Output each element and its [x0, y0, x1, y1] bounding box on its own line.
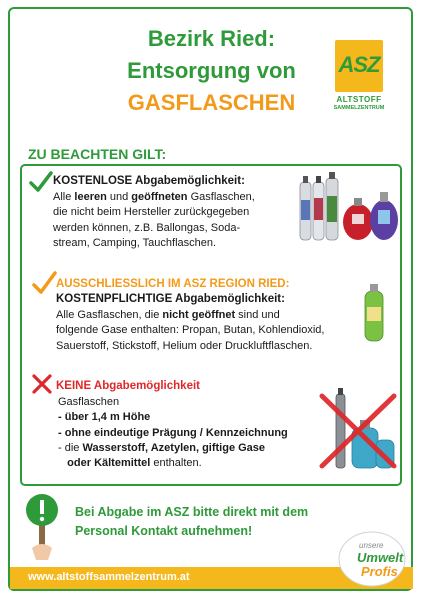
svg-text:unsere: unsere: [359, 541, 384, 550]
section3-body: Gasflaschen - über 1,4 m Höhe - ohne eindeutige Prägung / Kennzeichnung - die Wasserstoff, Azetylen, giftige Gase oder Kältemittel enthalten.: [58, 396, 288, 470]
title-line-2: Entsorgung von: [127, 58, 296, 83]
asz-logo-line1: ALTSTOFF: [336, 95, 382, 104]
asz-logo-mark: ASZ: [338, 52, 380, 77]
svg-text:Umwelt: Umwelt: [357, 550, 404, 565]
section1-body: Alle leeren und geöffneten Gasflaschen, die nicht beim Hersteller zurückgegeben werden können, z.B. Ballongas, Soda- stream, Camping, Tauchflaschen.: [53, 191, 255, 249]
crossed-out-cylinders-image: [318, 388, 398, 472]
svg-text:Profis: Profis: [361, 564, 398, 579]
green-check-icon: [29, 170, 53, 194]
asz-logo: [328, 40, 390, 120]
umwelt-profis-badge: [337, 530, 407, 588]
asz-logo-line2: SAMMELZENTRUM: [333, 105, 385, 111]
orange-check-icon: [31, 270, 57, 296]
section1-title: KOSTENLOSE Abgabemöglichkeit:: [53, 175, 245, 187]
footer-url: www.altstoffsammelzentrum.at: [28, 571, 190, 583]
asz-logo-box: [335, 40, 383, 92]
small-gas-cylinders-image: [296, 170, 400, 260]
green-cylinder-image: [362, 283, 386, 343]
section2-title: AUSSCHLIESSLICH IM ASZ REGION RIED:: [56, 278, 290, 290]
footer-note: Bei Abgabe im ASZ bitte direkt mit dem Personal Kontakt aufnehmen!: [75, 505, 309, 538]
section-heading: ZU BEACHTEN GILT:: [28, 146, 167, 162]
section2-subtitle: KOSTENPFLICHTIGE Abgabemöglichkeit:: [56, 293, 285, 305]
section3-title: KEINE Abgabemöglichkeit: [56, 380, 200, 392]
red-cross-icon: [31, 373, 53, 395]
exclamation-sign-icon: [18, 492, 68, 564]
title-line-1: Bezirk Ried:: [147, 26, 276, 51]
title-line-3: GASFLASCHEN: [127, 90, 296, 115]
section2-body: Alle Gasflaschen, die nicht geöffnet sind und folgende Gase enthalten: Propan, Butan, Kohlendioxid, Sauerstoff, Stickstoff, Helium oder Druckluftflaschen.: [56, 309, 325, 352]
